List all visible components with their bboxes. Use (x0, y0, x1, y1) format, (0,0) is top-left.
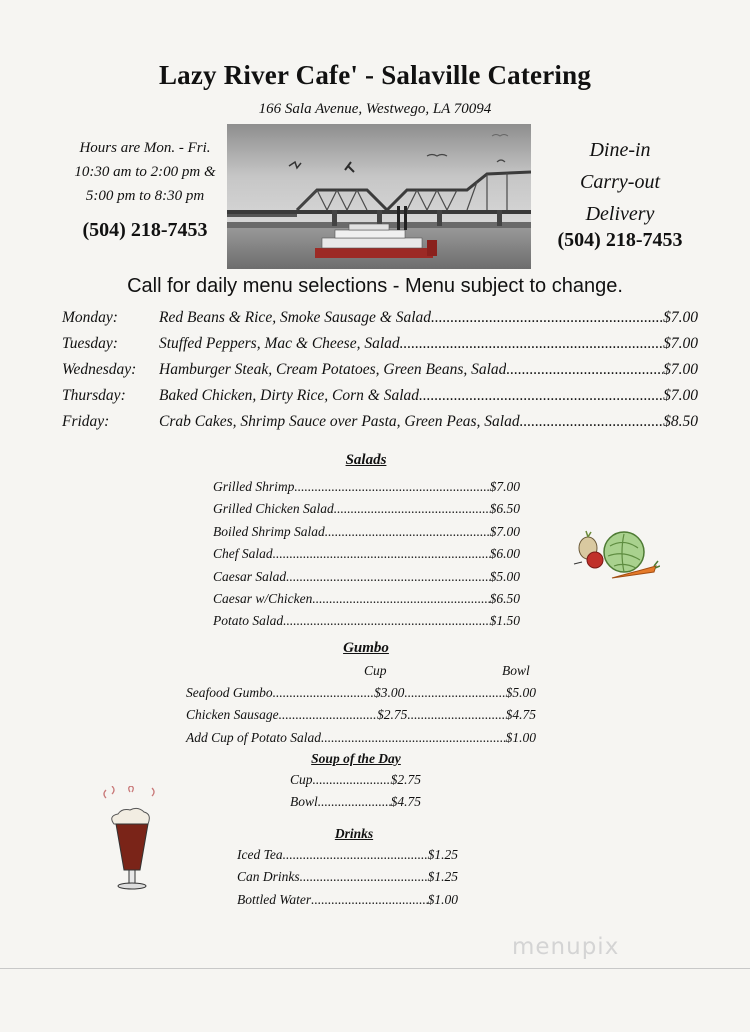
leader-dots (407, 707, 505, 723)
item-price: $7.00 (489, 523, 520, 539)
item-name: Cup (290, 772, 313, 787)
leader-dots (400, 335, 663, 353)
list-item (186, 685, 536, 707)
item-name: Grilled Chicken Salad (213, 501, 334, 517)
leader-dots (312, 591, 489, 607)
list-item (213, 524, 520, 546)
leader-dots (520, 413, 664, 431)
special-item: Stuffed Peppers, Mac & Cheese, Salad (159, 335, 400, 352)
hours-block (40, 136, 250, 208)
item-price: $6.50 (489, 590, 520, 606)
soup-list (290, 772, 421, 817)
services-list (540, 134, 700, 230)
list-item (213, 546, 520, 568)
item-name: Bottled Water (237, 891, 312, 907)
leader-dots (300, 869, 428, 885)
daily-special-row (62, 413, 698, 439)
item-name: Caesar Salad (213, 568, 287, 584)
drinks-heading: Drinks (334, 826, 374, 841)
item-name: Add Cup of Potato Salad (186, 729, 321, 745)
item-name: Caesar w/Chicken (213, 590, 313, 606)
item-name: Grilled Shrimp (213, 479, 295, 494)
gumbo-heading: Gumbo (343, 640, 389, 656)
special-item: Baked Chicken, Dirty Rice, Corn & Salad (159, 387, 419, 404)
cup-price: $2.75 (376, 707, 408, 723)
leader-dots (419, 387, 663, 405)
leader-dots (313, 772, 391, 788)
special-item: Crab Cakes, Shrimp Sauce over Pasta, Green Peas, Salad (159, 413, 520, 430)
special-day: Thursday: (62, 387, 126, 404)
service-delivery: Delivery (585, 203, 655, 225)
item-name: Iced Tea (237, 847, 283, 862)
list-item (290, 772, 421, 794)
special-price: $7.00 (663, 361, 698, 378)
daily-special-row (62, 387, 698, 413)
leader-dots (325, 524, 490, 540)
gumbo-list (186, 663, 537, 752)
special-day: Friday: (62, 413, 110, 430)
drinks-list (237, 847, 458, 914)
item-name: Boiled Shrimp Salad (213, 523, 325, 539)
leader-dots (404, 685, 505, 701)
item-name: Seafood Gumbo (186, 685, 273, 700)
address: 166 Sala Avenue, Westwego, LA 70094 (258, 101, 492, 117)
phone-number-right: (504) 218-7453 (557, 229, 683, 251)
item-price: $1.00 (427, 891, 458, 907)
bowl-price: $5.00 (505, 685, 536, 700)
leader-dots (283, 613, 490, 629)
item-price: $1.00 (505, 729, 536, 745)
leader-dots (294, 479, 489, 495)
vegetables-illustration (570, 528, 660, 590)
list-item (213, 501, 520, 523)
daily-specials (62, 309, 698, 439)
item-name: Chicken Sausage (186, 707, 279, 723)
salads-heading: Salads (345, 452, 387, 468)
item-price: $7.00 (489, 479, 520, 494)
leader-dots (506, 361, 663, 379)
list-item (213, 479, 520, 501)
col-bowl: Bowl (502, 663, 530, 678)
river-bridge-photo (227, 124, 531, 269)
item-name: Can Drinks (237, 869, 300, 885)
leader-dots (321, 730, 506, 746)
special-price: $7.00 (663, 309, 698, 326)
special-price: $8.50 (663, 413, 698, 430)
item-price: $1.50 (489, 613, 520, 629)
item-price: $1.25 (427, 847, 458, 862)
special-day: Wednesday: (62, 361, 137, 378)
item-name: Chef Salad (213, 546, 273, 562)
bowl-price: $4.75 (505, 707, 537, 723)
special-day: Monday: (62, 309, 118, 326)
special-item: Hamburger Steak, Cream Potatoes, Green Beans, Salad (159, 361, 507, 378)
special-day: Tuesday: (62, 335, 118, 352)
cup-price: $3.00 (373, 685, 405, 700)
leader-dots (334, 501, 490, 517)
list-item (213, 613, 520, 635)
leader-dots (311, 892, 428, 908)
list-item (186, 707, 536, 729)
service-carry-out: Carry-out (580, 171, 660, 193)
footer-divider (0, 968, 750, 969)
item-price: $6.50 (489, 501, 520, 517)
leader-dots (431, 309, 663, 327)
list-item (237, 869, 458, 891)
leader-dots (273, 685, 374, 701)
salads-list (213, 479, 520, 636)
item-price: $6.00 (489, 546, 520, 562)
leader-dots (283, 847, 428, 863)
page-title: Lazy River Cafe' - Salaville Catering (158, 60, 592, 90)
col-cup: Cup (364, 663, 387, 678)
list-item (186, 730, 536, 752)
list-item (213, 569, 520, 591)
list-item (290, 794, 421, 816)
item-price: $2.75 (390, 772, 421, 787)
list-item (237, 847, 458, 869)
item-name: Bowl (290, 794, 318, 810)
root-beer-float-illustration (100, 786, 164, 898)
daily-special-row (62, 309, 698, 335)
gumbo-column-headers (186, 663, 536, 685)
daily-special-row (62, 361, 698, 387)
item-name: Potato Salad (213, 613, 284, 629)
menupix-watermark: menupix (512, 934, 620, 960)
daily-special-row (62, 335, 698, 361)
special-item: Red Beans & Rice, Smoke Sausage & Salad (159, 309, 432, 326)
list-item (237, 892, 458, 914)
leader-dots (286, 569, 489, 585)
special-price: $7.00 (663, 387, 698, 404)
list-item (213, 591, 520, 613)
soup-heading: Soup of the Day (311, 751, 401, 766)
item-price: $4.75 (390, 794, 421, 810)
special-price: $7.00 (663, 335, 698, 352)
item-price: $5.00 (489, 568, 520, 584)
daily-menu-note: Call for daily menu selections - Menu subject to change. (127, 275, 623, 297)
item-price: $1.25 (427, 869, 458, 885)
hours-line-2: 10:30 am to 2:00 pm & (74, 164, 216, 180)
service-dine-in: Dine-in (589, 139, 651, 161)
leader-dots (279, 707, 377, 723)
leader-dots (273, 546, 490, 562)
leader-dots (318, 794, 391, 810)
phone-number-left: (504) 218-7453 (82, 219, 208, 241)
hours-line-1: Hours are Mon. - Fri. (79, 140, 211, 156)
hours-line-3: 5:00 pm to 8:30 pm (85, 188, 205, 204)
